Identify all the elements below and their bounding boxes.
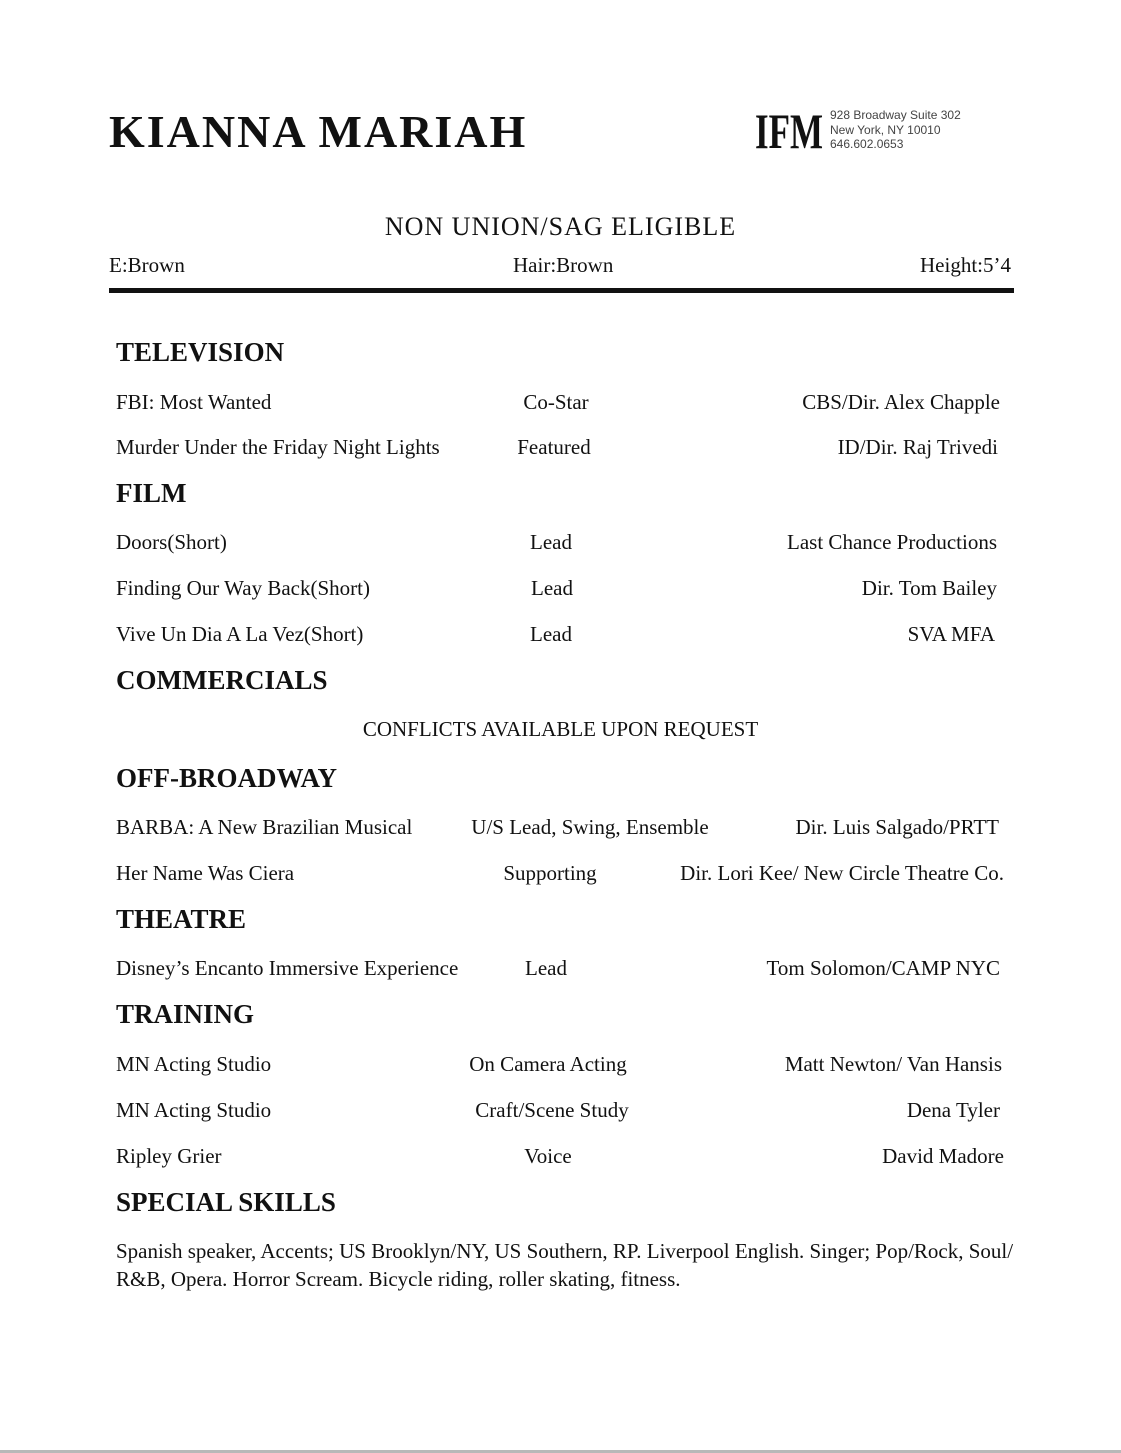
credit-row	[116, 529, 1006, 557]
section-heading-off-broadway: OFF-BROADWAY	[116, 763, 338, 793]
credit-company: Dir. Luis Salgado/PRTT	[795, 815, 999, 839]
credit-role: On Camera Acting	[469, 1052, 627, 1076]
credit-title: MN Acting Studio	[116, 1052, 272, 1076]
commercials-note: CONFLICTS AVAILABLE UPON REQUEST	[362, 717, 759, 741]
section-heading-training: TRAINING	[116, 999, 255, 1029]
section-heading-television: TELEVISION	[116, 337, 285, 367]
credit-row	[116, 860, 1006, 888]
credit-row	[116, 389, 1006, 417]
credit-title: Doors(Short)	[116, 530, 227, 554]
credit-role: Lead	[530, 622, 572, 646]
hair-color: Hair:Brown	[513, 253, 614, 277]
credit-company: CBS/Dir. Alex Chapple	[802, 390, 1000, 414]
eye-color: E:Brown	[109, 253, 185, 277]
credit-company: SVA MFA	[907, 622, 995, 646]
union-status: NON UNION/SAG ELIGIBLE	[384, 212, 737, 241]
credit-role: Co-Star	[523, 390, 589, 414]
credit-company: Tom Solomon/CAMP NYC	[766, 956, 1000, 980]
agency-address-line: New York, NY 10010	[830, 122, 941, 137]
svg-text:IFM: IFM	[755, 110, 823, 150]
height: Height:5’4	[920, 253, 1011, 277]
credit-title: Vive Un Dia A La Vez(Short)	[116, 622, 364, 646]
section-heading-film: FILM	[116, 478, 187, 508]
credit-row	[116, 621, 1006, 649]
credit-title: Her Name Was Ciera	[116, 861, 295, 885]
credit-company: ID/Dir. Raj Trivedi	[837, 435, 998, 459]
credit-role: Lead	[531, 576, 573, 600]
credit-row	[116, 955, 1006, 983]
credit-company: David Madore	[882, 1144, 1004, 1168]
credit-role: Craft/Scene Study	[475, 1098, 629, 1122]
credit-company: Last Chance Productions	[787, 530, 997, 554]
credit-role: Supporting	[503, 861, 597, 885]
agency-address-line: 928 Broadway Suite 302	[830, 108, 961, 122]
credit-row	[116, 1051, 1006, 1079]
credit-row	[116, 575, 1006, 603]
section-heading-theatre: THEATRE	[116, 904, 247, 934]
agency-phone: 646.602.0653	[830, 137, 904, 151]
credit-company: Dena Tyler	[906, 1098, 1000, 1122]
credit-row	[116, 1097, 1006, 1125]
credit-company: Dir. Lori Kee/ New Circle Theatre Co.	[680, 861, 1004, 885]
credit-role: U/S Lead, Swing, Ensemble	[471, 815, 709, 839]
agency-address	[830, 108, 961, 152]
header-divider	[109, 288, 1014, 293]
section-heading-special-skills: SPECIAL SKILLS	[116, 1187, 336, 1217]
credit-role: Lead	[525, 956, 567, 980]
credit-title: MN Acting Studio	[116, 1098, 272, 1122]
credit-title: Murder Under the Friday Night Lights	[116, 435, 440, 459]
credit-role: Lead	[530, 530, 572, 554]
agency-logo	[755, 110, 825, 150]
credit-role: Voice	[524, 1144, 572, 1168]
credit-company: Dir. Tom Bailey	[861, 576, 997, 600]
actor-name: KIANNA MARIAH	[109, 106, 528, 157]
credit-company: Matt Newton/ Van Hansis	[784, 1052, 1002, 1076]
credit-title: BARBA: A New Brazilian Musical	[116, 815, 413, 839]
credit-role: Featured	[517, 435, 591, 459]
credit-row	[116, 434, 1006, 462]
credit-row	[116, 814, 1006, 842]
credit-row	[116, 1143, 1006, 1171]
physical-stats	[109, 252, 1014, 280]
credit-title: Finding Our Way Back(Short)	[116, 576, 370, 600]
credit-title: Ripley Grier	[116, 1144, 222, 1168]
special-skills-text: Spanish speaker, Accents; US Brooklyn/NY, US Southern, RP. Liverpool English. Singer; Pop/Rock, Soul/ R&B, Opera. Horror Scream. Bicycle riding, roller skating, fitness.	[116, 1239, 1014, 1291]
credit-title: FBI: Most Wanted	[116, 390, 272, 414]
section-heading-commercials: COMMERCIALS	[116, 665, 328, 695]
credit-title: Disney’s Encanto Immersive Experience	[116, 956, 459, 980]
